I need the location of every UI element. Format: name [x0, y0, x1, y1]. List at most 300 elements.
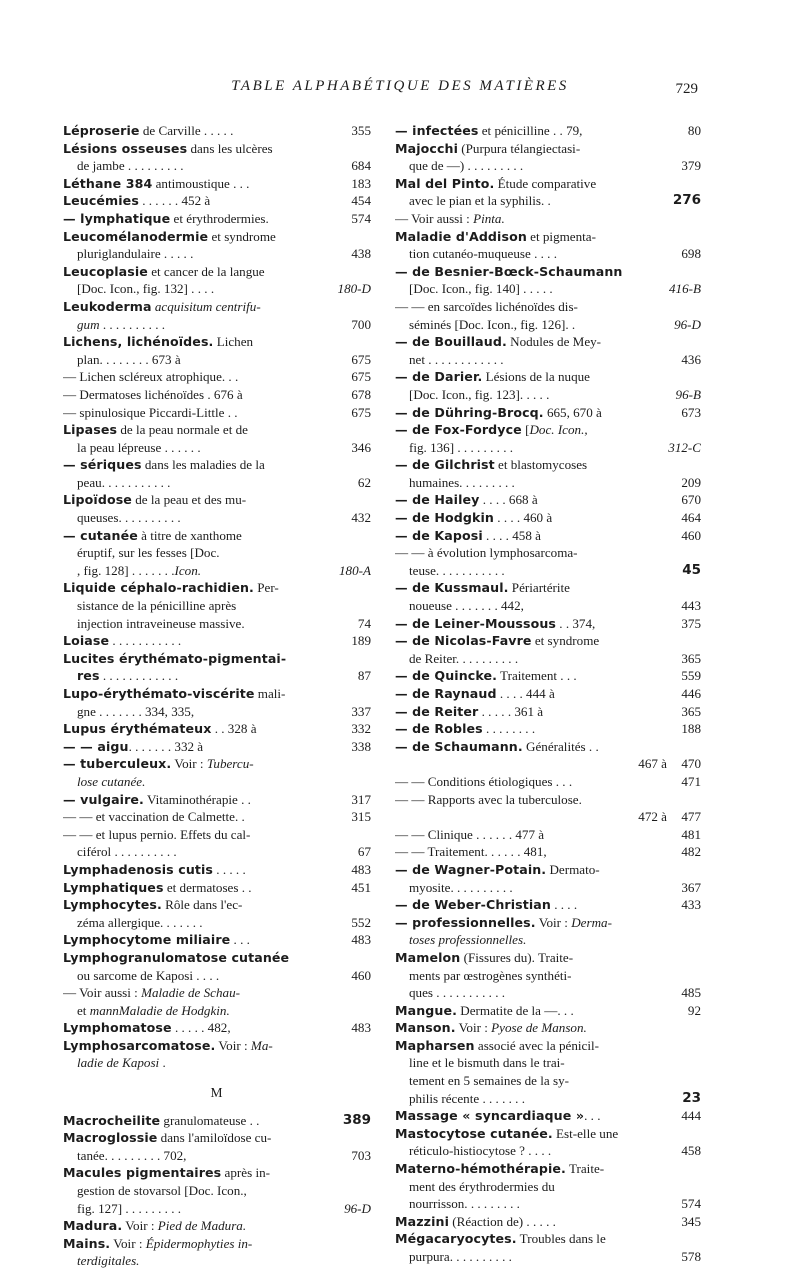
- entry-line: [63, 386, 371, 404]
- entry-text: Voir :: [171, 756, 207, 772]
- entry-line: [395, 351, 701, 369]
- index-entry: [395, 914, 701, 949]
- entry-line: [395, 263, 701, 281]
- page-reference: 379: [678, 157, 701, 175]
- index-entry: [395, 228, 701, 263]
- entry-text: . . . . . 361 à: [478, 703, 544, 719]
- entry-line: [63, 509, 371, 527]
- page-reference: 416-B: [666, 280, 701, 298]
- page-reference: 432: [348, 509, 371, 527]
- entry-text: 472 à: [638, 809, 667, 825]
- entry-text: de Reiter. . . . . . . . . .: [409, 650, 519, 666]
- entry-text: fig. 127] . . . . . . . . .: [77, 1200, 182, 1216]
- index-entry: [395, 1125, 701, 1160]
- entry-text: après in-: [221, 1165, 270, 1181]
- entry-line: [395, 861, 701, 879]
- entry-text: . . . . 668 à: [479, 492, 538, 508]
- index-entry: [395, 404, 701, 422]
- entry-term: Manson.: [395, 1020, 456, 1036]
- entry-line: [63, 351, 371, 369]
- entry-line: [395, 333, 701, 351]
- index-entry: [63, 386, 371, 404]
- index-entry: [395, 1037, 701, 1107]
- entry-line: [63, 791, 371, 809]
- entry-line: [395, 527, 701, 545]
- index-column-left: [63, 122, 371, 1270]
- entry-italic-text: lose cutanée.: [77, 773, 146, 789]
- entry-line: [395, 579, 701, 597]
- page-reference: 470: [678, 755, 701, 773]
- entry-term: Mamelon: [395, 949, 461, 965]
- entry-line: [63, 192, 371, 210]
- entry-line: [63, 157, 371, 175]
- page-reference: 188: [678, 720, 701, 738]
- index-entry: [63, 298, 371, 333]
- entry-line: [395, 615, 701, 633]
- entry-text: et syndrome: [208, 228, 276, 244]
- entry-text: [Doc. Icon., fig. 132] . . . .: [77, 281, 215, 297]
- index-entry: [395, 509, 701, 527]
- entry-line: [395, 931, 701, 949]
- entry-text: Périartérite: [508, 580, 570, 596]
- entry-text: — Dermatoses lichénoïdes . 676 à: [63, 386, 243, 402]
- index-entry: [63, 579, 371, 632]
- entry-text: Généralités . .: [522, 738, 599, 754]
- entry-text: philis récente . . . . . . .: [409, 1090, 525, 1106]
- entry-text: — — Traitement. . . . . . 481,: [395, 844, 547, 860]
- index-entry: [63, 808, 371, 826]
- entry-text: — — Rapports avec la tuberculose.: [395, 791, 582, 807]
- entry-line: [395, 703, 701, 721]
- entry-text: Étude comparative: [494, 175, 597, 191]
- entry-italic-text: acquisitum centrifu-: [151, 298, 261, 314]
- page-reference: 460: [348, 967, 371, 985]
- entry-line: [395, 1213, 701, 1231]
- page-reference: 485: [678, 984, 701, 1002]
- entry-term: — de Bouillaud.: [395, 334, 507, 350]
- entry-line: [63, 491, 371, 509]
- entry-term: Macrocheilite: [63, 1112, 161, 1128]
- entry-line: [63, 914, 371, 932]
- entry-line: [395, 474, 701, 492]
- entry-text: . . . . . . 452 à: [138, 193, 211, 209]
- entry-text: éruptif, sur les fesses [Doc.: [77, 545, 220, 561]
- entry-text: ments par œstrogènes synthéti-: [409, 967, 572, 983]
- entry-text: — spinulosique Piccardi-Little . .: [63, 404, 238, 420]
- index-entry: [395, 456, 701, 491]
- index-entry: [63, 1129, 371, 1164]
- entry-line: [395, 1107, 701, 1125]
- entry-line: [395, 316, 701, 334]
- entry-line: [395, 632, 701, 650]
- page-reference: 446: [678, 685, 701, 703]
- entry-line: [63, 1217, 371, 1235]
- entry-term: — de Weber-Christian: [395, 897, 551, 913]
- entry-italic-text: ladie de Kaposi: [77, 1055, 160, 1071]
- entry-line: [395, 1195, 701, 1213]
- entry-term: Lymphogranulomatose cutanée: [63, 949, 290, 965]
- entry-line: [63, 879, 371, 897]
- entry-line: [63, 245, 371, 263]
- index-entry: [395, 1230, 701, 1265]
- page-reference: 74: [355, 615, 371, 633]
- page-reference: 460: [678, 527, 701, 545]
- entry-line: [63, 720, 371, 738]
- entry-italic-text: terdigitales.: [77, 1253, 140, 1269]
- entry-text: — Voir aussi :: [395, 210, 474, 226]
- index-entry: [63, 1112, 371, 1130]
- entry-term: — de Darier.: [395, 369, 483, 385]
- entry-text: .: [159, 1055, 166, 1071]
- index-entry: [395, 579, 701, 614]
- entry-text: la peau lépreuse . . . . . .: [77, 439, 201, 455]
- entry-italic-text: Pyose de Manson.: [491, 1020, 587, 1036]
- entry-line: [395, 896, 701, 914]
- entry-text: , fig. 128] . . . . . . .: [77, 562, 175, 578]
- entry-text: myosite. . . . . . . . . .: [409, 879, 513, 895]
- index-entry: [63, 263, 371, 298]
- entry-text: . . .: [230, 932, 250, 948]
- page-reference: 675: [348, 351, 371, 369]
- entry-term: Mangue.: [395, 1002, 458, 1018]
- entry-line: [395, 1019, 701, 1037]
- page-reference: 454: [348, 192, 371, 210]
- entry-text: — — en sarcoïdes lichénoïdes dis-: [395, 298, 578, 314]
- entry-text: ques . . . . . . . . . . .: [409, 985, 506, 1001]
- entry-line: [63, 474, 371, 492]
- page-reference: 317: [348, 791, 371, 809]
- index-entry: [395, 703, 701, 721]
- entry-line: [63, 527, 371, 545]
- entry-line: [63, 615, 371, 633]
- entry-italic-text: Pied de Madura.: [157, 1218, 247, 1234]
- index-entry: [395, 122, 701, 140]
- entry-term: Lupo-érythémato-viscérite: [63, 686, 255, 701]
- entry-line: [63, 703, 371, 721]
- index-entry: [63, 949, 371, 984]
- page-reference: 23: [679, 1090, 701, 1108]
- page-reference: 355: [348, 122, 371, 140]
- entry-line: [395, 1230, 701, 1248]
- index-entry: [63, 720, 371, 738]
- entry-text: [: [521, 422, 530, 438]
- entry-term: Leukoderma: [63, 298, 152, 314]
- entry-text: . . . . . . . . . . .: [109, 633, 182, 649]
- entry-text: Est-elle une: [552, 1125, 619, 1141]
- page-reference: 483: [348, 1019, 371, 1037]
- index-entry: [395, 421, 701, 456]
- entry-line: [395, 685, 701, 703]
- index-entry: [395, 615, 701, 633]
- entry-term: Lipases: [63, 422, 118, 438]
- entry-line: [63, 210, 371, 228]
- entry-line: [63, 632, 371, 650]
- entry-text: noueuse . . . . . . . 442,: [409, 598, 524, 614]
- entry-text: sistance de la pénicilline après: [77, 598, 237, 614]
- entry-italic-text: toses professionnelles.: [409, 932, 527, 948]
- index-entry: [395, 667, 701, 685]
- entry-text: séminés [Doc. Icon., fig. 126]. .: [409, 316, 576, 332]
- entry-line: [63, 685, 371, 703]
- page-reference: 477: [678, 808, 701, 826]
- entry-term: Majocchi: [395, 140, 459, 156]
- entry-text: Per-: [253, 580, 279, 596]
- entry-text: . . 328 à: [211, 721, 257, 737]
- entry-text: . . . . . . . 332 à: [128, 738, 204, 754]
- index-entry: [63, 738, 371, 756]
- entry-line: [63, 333, 371, 351]
- entry-line: [395, 404, 701, 422]
- entry-text: 665, 670 à: [543, 404, 602, 420]
- index-entry: [63, 931, 371, 949]
- entry-text: Dermatite de la —. . .: [457, 1002, 574, 1018]
- index-entry: [63, 632, 371, 650]
- entry-line: [63, 175, 371, 193]
- entry-italic-text: Ma-: [250, 1037, 273, 1053]
- entry-line: [395, 967, 701, 985]
- page-reference: 481: [678, 826, 701, 844]
- entry-line: [395, 298, 701, 316]
- entry-line: [395, 773, 701, 791]
- entry-italic-text: Épidermophyties in-: [145, 1235, 253, 1251]
- entry-term: Leucoplasie: [63, 263, 148, 279]
- entry-term: — sériques: [63, 457, 142, 473]
- page-reference: 338: [348, 738, 371, 756]
- entry-text: . . . . 460 à: [494, 510, 553, 526]
- entry-text: injection intraveineuse massive.: [77, 615, 245, 631]
- entry-line: [63, 228, 371, 246]
- entry-term: Lymphocytes.: [63, 897, 162, 913]
- entry-text: — Voir aussi :: [63, 985, 142, 1001]
- entry-term: Lipoïdose: [63, 492, 132, 508]
- entry-text: de jambe . . . . . . . . .: [77, 158, 184, 174]
- entry-term: — de Dühring-Brocq.: [395, 404, 544, 420]
- entry-text: . . . . .: [213, 861, 246, 877]
- entry-text: granulomateuse . .: [160, 1112, 260, 1128]
- page-reference: 464: [678, 509, 701, 527]
- entry-line: [63, 931, 371, 949]
- entry-line: [63, 667, 371, 685]
- index-entry: [63, 404, 371, 422]
- entry-text: — — Conditions étiologiques . . .: [395, 773, 573, 789]
- entry-line: [395, 1178, 701, 1196]
- page-reference: 96-B: [673, 386, 701, 404]
- entry-text: de la peau normale et de: [117, 422, 248, 438]
- entry-term: Mains.: [63, 1235, 111, 1251]
- entry-term: Liquide céphalo-rachidien.: [63, 580, 254, 596]
- index-column-right: [395, 122, 701, 1266]
- entry-line: [395, 157, 701, 175]
- entry-line: [395, 843, 701, 861]
- index-entry: [395, 843, 701, 861]
- entry-line: [63, 755, 371, 773]
- entry-text: humaines. . . . . . . . .: [409, 474, 515, 490]
- entry-text: 467 à: [638, 756, 667, 772]
- entry-text: . . . .: [550, 897, 578, 913]
- entry-italic-text: gum: [77, 316, 100, 332]
- entry-text: dans l'amiloïdose cu-: [157, 1130, 272, 1146]
- entry-line: [395, 210, 701, 228]
- entry-line: [63, 122, 371, 140]
- entry-text: réticulo-histiocytose ? . . . .: [409, 1143, 552, 1159]
- entry-term: Macroglossie: [63, 1130, 158, 1146]
- entry-line: [395, 1037, 701, 1055]
- index-entry: [63, 527, 371, 580]
- index-entry: [63, 368, 371, 386]
- entry-line: [63, 263, 371, 281]
- page-reference: 337: [348, 703, 371, 721]
- entry-line: [395, 1142, 701, 1160]
- entry-text: et pigmenta-: [526, 228, 596, 244]
- page-reference: 483: [348, 861, 371, 879]
- index-entry: [63, 421, 371, 456]
- entry-text: — — Clinique . . . . . . 477 à: [395, 826, 545, 842]
- entry-term: res: [77, 668, 100, 684]
- entry-text: et cancer de la langue: [147, 263, 265, 279]
- entry-text: Voir :: [215, 1037, 251, 1053]
- entry-text: . . . . . . . . . .: [99, 316, 166, 332]
- index-entry: [395, 1107, 701, 1125]
- entry-text: Voir :: [455, 1020, 492, 1036]
- entry-line: [63, 1112, 371, 1130]
- index-entry: [395, 1019, 701, 1037]
- entry-term: — de Leiner-Moussous: [395, 615, 557, 631]
- page-header-title: TABLE ALPHABÉTIQUE DES MATIÈRES: [231, 78, 569, 94]
- entry-text: — — et vaccination de Calmette. .: [63, 809, 245, 825]
- entry-line: [395, 386, 701, 404]
- entry-text: (Réaction de) . . . . .: [449, 1213, 556, 1229]
- page-reference: 67: [355, 843, 371, 861]
- entry-term: Lichens, lichénoïdes.: [63, 334, 214, 350]
- entry-line: [395, 192, 701, 210]
- index-entry: [63, 685, 371, 720]
- entry-line: [63, 1054, 371, 1072]
- entry-term: — de Nicolas-Favre: [395, 633, 532, 649]
- entry-text: Traite-: [565, 1161, 605, 1177]
- page-reference: 451: [348, 879, 371, 897]
- index-entry: [395, 861, 701, 896]
- entry-italic-text: Icon.: [174, 562, 202, 578]
- entry-term: Leucémies: [63, 193, 139, 209]
- entry-line: [63, 949, 371, 967]
- entry-term: Madura.: [63, 1218, 123, 1234]
- entry-line: [395, 245, 701, 263]
- entry-italic-text: mann: [89, 1002, 119, 1018]
- index-entry: [395, 632, 701, 667]
- entry-term: — de Reiter: [395, 703, 479, 719]
- index-entry: [63, 1235, 371, 1270]
- entry-term: Lupus érythémateux: [63, 721, 212, 737]
- entry-line: [395, 755, 701, 773]
- entry-term: — vulgaire.: [63, 791, 144, 807]
- entry-text: Voir :: [110, 1235, 146, 1251]
- entry-line: [395, 175, 701, 193]
- entry-term: — de Raynaud: [395, 686, 497, 701]
- entry-term: — de Hailey: [395, 492, 480, 508]
- entry-term: — de Quincke.: [395, 668, 498, 684]
- entry-line: [395, 439, 701, 457]
- index-entry: [63, 175, 371, 193]
- page-reference: 365: [678, 650, 701, 668]
- entry-line: [63, 404, 371, 422]
- entry-line: [395, 544, 701, 562]
- entry-term: Lymphatiques: [63, 879, 164, 895]
- entry-line: [63, 967, 371, 985]
- entry-line: [63, 773, 371, 791]
- page-reference: 346: [348, 439, 371, 457]
- page-reference: 684: [348, 157, 371, 175]
- entry-line: [395, 984, 701, 1002]
- page-reference: 471: [678, 773, 701, 791]
- entry-line: [395, 122, 701, 140]
- entry-text: — Lichen scléreux atrophique. . .: [63, 369, 239, 385]
- page-reference: 92: [685, 1002, 701, 1020]
- page-reference: 375: [678, 615, 701, 633]
- entry-text: Voir :: [535, 914, 572, 930]
- page-reference: 670: [678, 491, 701, 509]
- entry-line: [63, 1235, 371, 1253]
- entry-text: . . . . . . . .: [482, 721, 536, 737]
- entry-line: [63, 316, 371, 334]
- entry-text: avec le pian et la syphilis. .: [409, 193, 551, 209]
- entry-term: — de Kussmaul.: [395, 580, 509, 596]
- page-reference: 483: [348, 931, 371, 949]
- entry-term: Macules pigmentaires: [63, 1165, 222, 1181]
- entry-text: purpura. . . . . . . . . .: [409, 1249, 512, 1264]
- index-entry: [395, 1160, 701, 1213]
- entry-term: — de Besnier-Bœck-Schaumann: [395, 263, 623, 279]
- entry-line: [63, 1019, 371, 1037]
- index-entry: [63, 1217, 371, 1235]
- entry-line: [395, 808, 701, 826]
- index-entry: [63, 896, 371, 931]
- entry-text: (Fissures du). Traite-: [460, 949, 574, 965]
- entry-line: [395, 1072, 701, 1090]
- entry-line: [63, 1129, 371, 1147]
- entry-text: tanée. . . . . . . . . 702,: [77, 1147, 187, 1163]
- entry-term: — de Gilchrist: [395, 457, 495, 473]
- entry-text: et dermatoses . .: [163, 879, 252, 895]
- entry-text: ciférol . . . . . . . . . .: [77, 844, 177, 860]
- entry-line: [395, 1054, 701, 1072]
- page-reference: 180-A: [336, 562, 371, 580]
- index-entry: [63, 192, 371, 210]
- page-reference: 552: [348, 914, 371, 932]
- entry-text: Vitaminothérapie . .: [143, 791, 251, 807]
- index-entry: [63, 879, 371, 897]
- entry-line: [395, 491, 701, 509]
- entry-line: [395, 140, 701, 158]
- entry-text: queuses. . . . . . . . . .: [77, 510, 181, 526]
- index-entry: [63, 826, 371, 861]
- index-entry: [395, 544, 701, 579]
- entry-term: — tuberculeux.: [63, 756, 172, 772]
- page-reference: 578: [678, 1248, 701, 1266]
- entry-text: teuse. . . . . . . . . . .: [409, 562, 505, 578]
- entry-line: [395, 720, 701, 738]
- entry-line: [63, 1182, 371, 1200]
- entry-term: — de Kaposi: [395, 527, 483, 543]
- entry-text: de Carville . . . . .: [139, 123, 234, 138]
- index-entry: [395, 263, 701, 298]
- entry-term: — de Robles: [395, 721, 483, 737]
- entry-term: Mégacaryocytes.: [395, 1231, 517, 1247]
- page-reference: 96-D: [341, 1200, 371, 1218]
- entry-line: [395, 667, 701, 685]
- section-letter-heading: M: [210, 1085, 224, 1101]
- entry-line: [395, 738, 701, 756]
- page-reference: 436: [678, 351, 701, 369]
